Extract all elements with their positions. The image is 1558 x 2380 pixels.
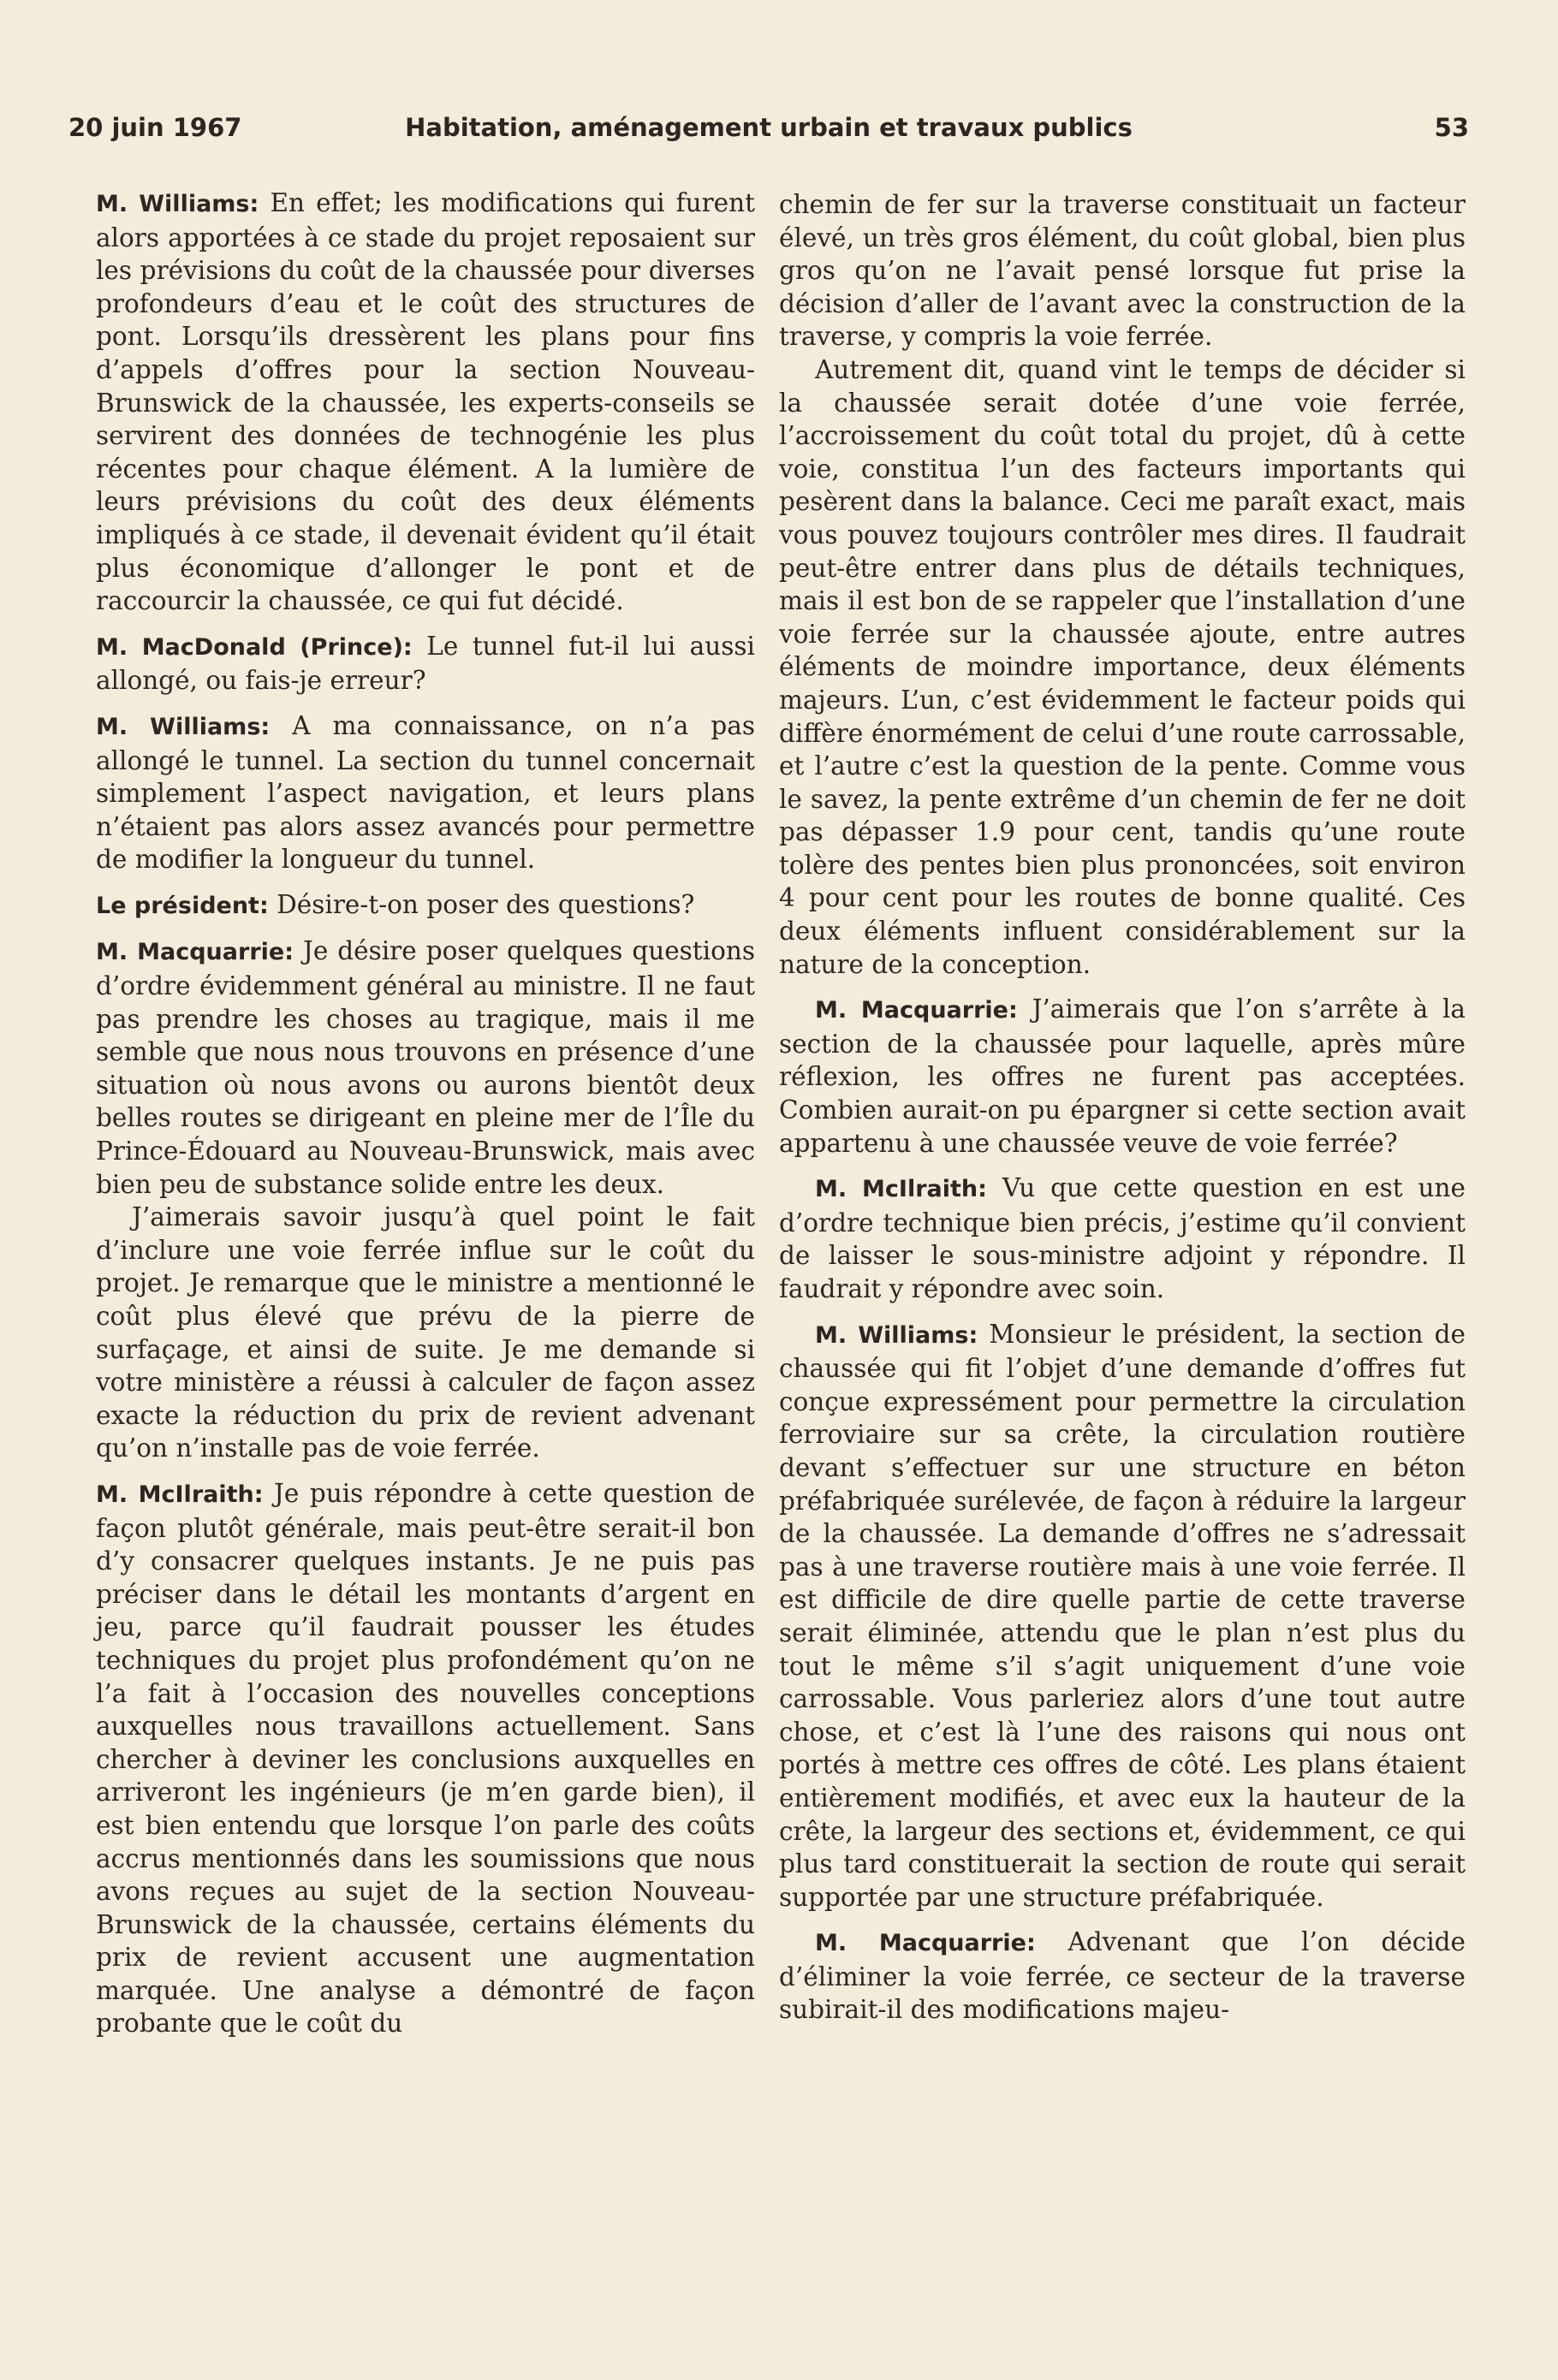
speaker-label: Le président: bbox=[96, 892, 269, 919]
paragraph bbox=[96, 630, 755, 697]
paragraph-text: Autrement dit, quand vint le temps de décider si la chaussée serait dotée d’une voie ferrée, l’accroissement du coût total du projet, dû à cette voie, constitua l’un des facteurs importants qui pesèrent dans la balance. Ceci me paraît exact, mais vous pouvez toujours contrôler mes dires. Il faudrait peut-être entrer dans plus de détails techniques, mais il est bon de se rappeler que l’installation d’une voie ferrée sur la chaussée ajoute, entre autres éléments de moindre importance, deux éléments majeurs. L’un, c’est évidemment le facteur poids qui diffère énormément de celui d’une route carrossable, et l’autre c’est la question de la pente. Comme vous le savez, la pente extrême d’un chemin de fer ne doit pas dépasser 1.9 pour cent, tandis qu’une route tolère des pentes bien plus prononcées, soit environ 4 pour cent pour les routes de bonne qualité. Ces deux éléments influent considérablement sur la nature de la conception. bbox=[779, 354, 1466, 979]
paragraph bbox=[96, 709, 755, 876]
paragraph bbox=[96, 935, 755, 1201]
paragraph-text: chemin de fer sur la traverse constituait un facteur élevé, un très gros élément, du coût global, bien plus gros qu’on ne l’avait pensé lorsque fut prise la décision d’aller de l’avant avec la construction de la traverse, y compris la voie ferrée. bbox=[779, 190, 1466, 352]
paragraph-text: A ma connaissance, on n’a pas allongé le tunnel. La section du tunnel concernait simplement l’aspect navigation, et leurs plans n’étaient pas alors assez avancés pour permettre de modifier la longueur du tunnel. bbox=[96, 710, 755, 875]
paragraph-text: En effet; les modifications qui furent alors apportées à ce stade du projet reposaient sur les prévisions du coût de la chaussée pour diverses profondeurs d’eau et le coût des structures de pont. Lorsqu’ils dressèrent les plans pour fins d’appels d’offres pour la section Nouveau-Brunswick de la chaussée, les experts-conseils se servirent des données de technogénie les plus récentes pour chaque élément. A la lumière de leurs prévisions du coût des deux éléments impliqués à ce stade, il devenait évident qu’il était plus économique d’allonger le pont et de raccourcir la chaussée, ce qui fut décidé. bbox=[96, 188, 755, 616]
paragraph-text: Désire-t-on poser des questions? bbox=[268, 889, 695, 919]
speaker-label: M. Macquarrie: bbox=[815, 997, 1018, 1024]
speaker-label: M. McIlraith: bbox=[815, 1176, 987, 1203]
header-date: 20 juin 1967 bbox=[68, 113, 242, 142]
speaker-label: M. Macquarrie: bbox=[815, 1930, 1036, 1957]
header-title: Habitation, aménagement urbain et travaux publics bbox=[405, 113, 1133, 142]
paragraph bbox=[96, 888, 755, 923]
speaker-label: M. Williams: bbox=[815, 1321, 978, 1349]
paragraph-text: Monsieur le président, la section de chaussée qui fit l’objet d’une demande d’offres fut conçue expressément pour permettre la circulation ferroviaire sur sa crête, la circulation routière devant s’effectuer sur une structure en béton préfabriquée surélevée, de façon à réduire la largeur de la chaussée. La demande d’offres ne s’adressait pas à une traverse routière mais à une voie ferrée. Il est difficile de dire quelle partie de cette traverse serait éliminée, attendu que le plan n’est plus du tout le même s’il s’agit uniquement d’une voie carrossable. Vous parleriez alors d’une tout autre chose, et c’est là l’une des raisons qui nous ont portés à mettre ces offres de côté. Les plans étaient entièrement modifiés, et avec eux la hauteur de la crête, la largeur des sections et, évidemment, ce qui plus tard constituerait la section de route qui serait supportée par une structure préfabriquée. bbox=[779, 1319, 1466, 1912]
right-column bbox=[779, 188, 1466, 2039]
speaker-label: M. Williams: bbox=[96, 713, 271, 740]
paragraph bbox=[779, 1318, 1466, 1914]
paragraph bbox=[779, 188, 1466, 353]
paragraph-text: J’aimerais savoir jusqu’à quel point le fait d’inclure une voie ferrée influe sur le coût du projet. Je remarque que le ministre a mentionné le coût plus élevé que prévu de la pierre de surfaçage, et ainsi de suite. Je me demande si votre ministère a réussi à calculer de façon assez exacte la réduction du prix de revient advenant qu’on n’installe pas de voie ferrée. bbox=[96, 1202, 755, 1463]
paragraph bbox=[96, 1477, 755, 2040]
paragraph bbox=[779, 993, 1466, 1160]
speaker-label: M. Williams: bbox=[96, 191, 259, 217]
speaker-label: M. MacDonald (Prince): bbox=[96, 633, 413, 661]
paragraph bbox=[779, 353, 1466, 981]
left-column bbox=[96, 187, 755, 2052]
speaker-label: M. McIlraith: bbox=[96, 1481, 264, 1508]
paragraph-text: Je désire poser quelques questions d’ordre évidemment général au ministre. Il ne faut pas prendre les choses au tragique, mais il me semble que nous nous trouvons en présence d’une situation où nous avons ou aurons bientôt deux belles routes se dirigeant en pleine mer de l’Île du Prince-Édouard au Nouveau-Brunswick, mais avec bien peu de substance solide entre les deux. bbox=[96, 936, 755, 1199]
page-number: 53 bbox=[1434, 113, 1469, 142]
paragraph-text: Le tunnel fut-il lui aussi allongé, ou fais-je erreur? bbox=[96, 631, 755, 696]
speaker-label: M. Macquarrie: bbox=[96, 939, 294, 966]
paragraph bbox=[96, 1201, 755, 1465]
running-header bbox=[68, 113, 1469, 147]
paragraph-text: J’aimerais que l’on s’arrête à la section de la chaussée pour laquelle, après mûre réflexion, les offres ne furent pas acceptées. Combien aurait-on pu épargner si cette section avait appartenu à une chaussée veuve de voie ferrée? bbox=[779, 994, 1466, 1158]
paragraph-text: Vu que cette question en est une d’ordre technique bien précis, j’estime qu’il convient de laisser le sous-ministre adjoint y répondre. Il faudrait y répondre avec soin. bbox=[779, 1173, 1466, 1303]
paragraph-text: Advenant que l’on décide d’éliminer la voie ferrée, ce secteur de la traverse subirait-il des modifications majeu- bbox=[779, 1927, 1466, 2025]
paragraph bbox=[779, 1172, 1466, 1305]
paragraph-text: Je puis répondre à cette question de façon plutôt générale, mais peut-être serait-il bon d’y consacrer quelques instants. Je ne puis pas préciser dans le détail les montants d’argent en jeu, parce qu’il faudrait pousser les études techniques du projet plus profondément qu’on ne l’a fait à l’occasion des nouvelles conceptions auxquelles nous travaillons actuellement. Sans chercher à deviner les conclusions auxquelles en arriveront les ingénieurs (je m’en garde bien), il est bien entendu que lorsque l’on parle des coûts accrus mentionnés dans les soumissions que nous avons reçues au sujet de la section Nouveau-Brunswick de la chaussée, certains éléments du prix de revient accusent une augmentation marquée. Une analyse a démontré de façon probante que le coût du bbox=[96, 1478, 756, 2039]
paragraph bbox=[96, 187, 755, 618]
paragraph bbox=[779, 1926, 1466, 2027]
